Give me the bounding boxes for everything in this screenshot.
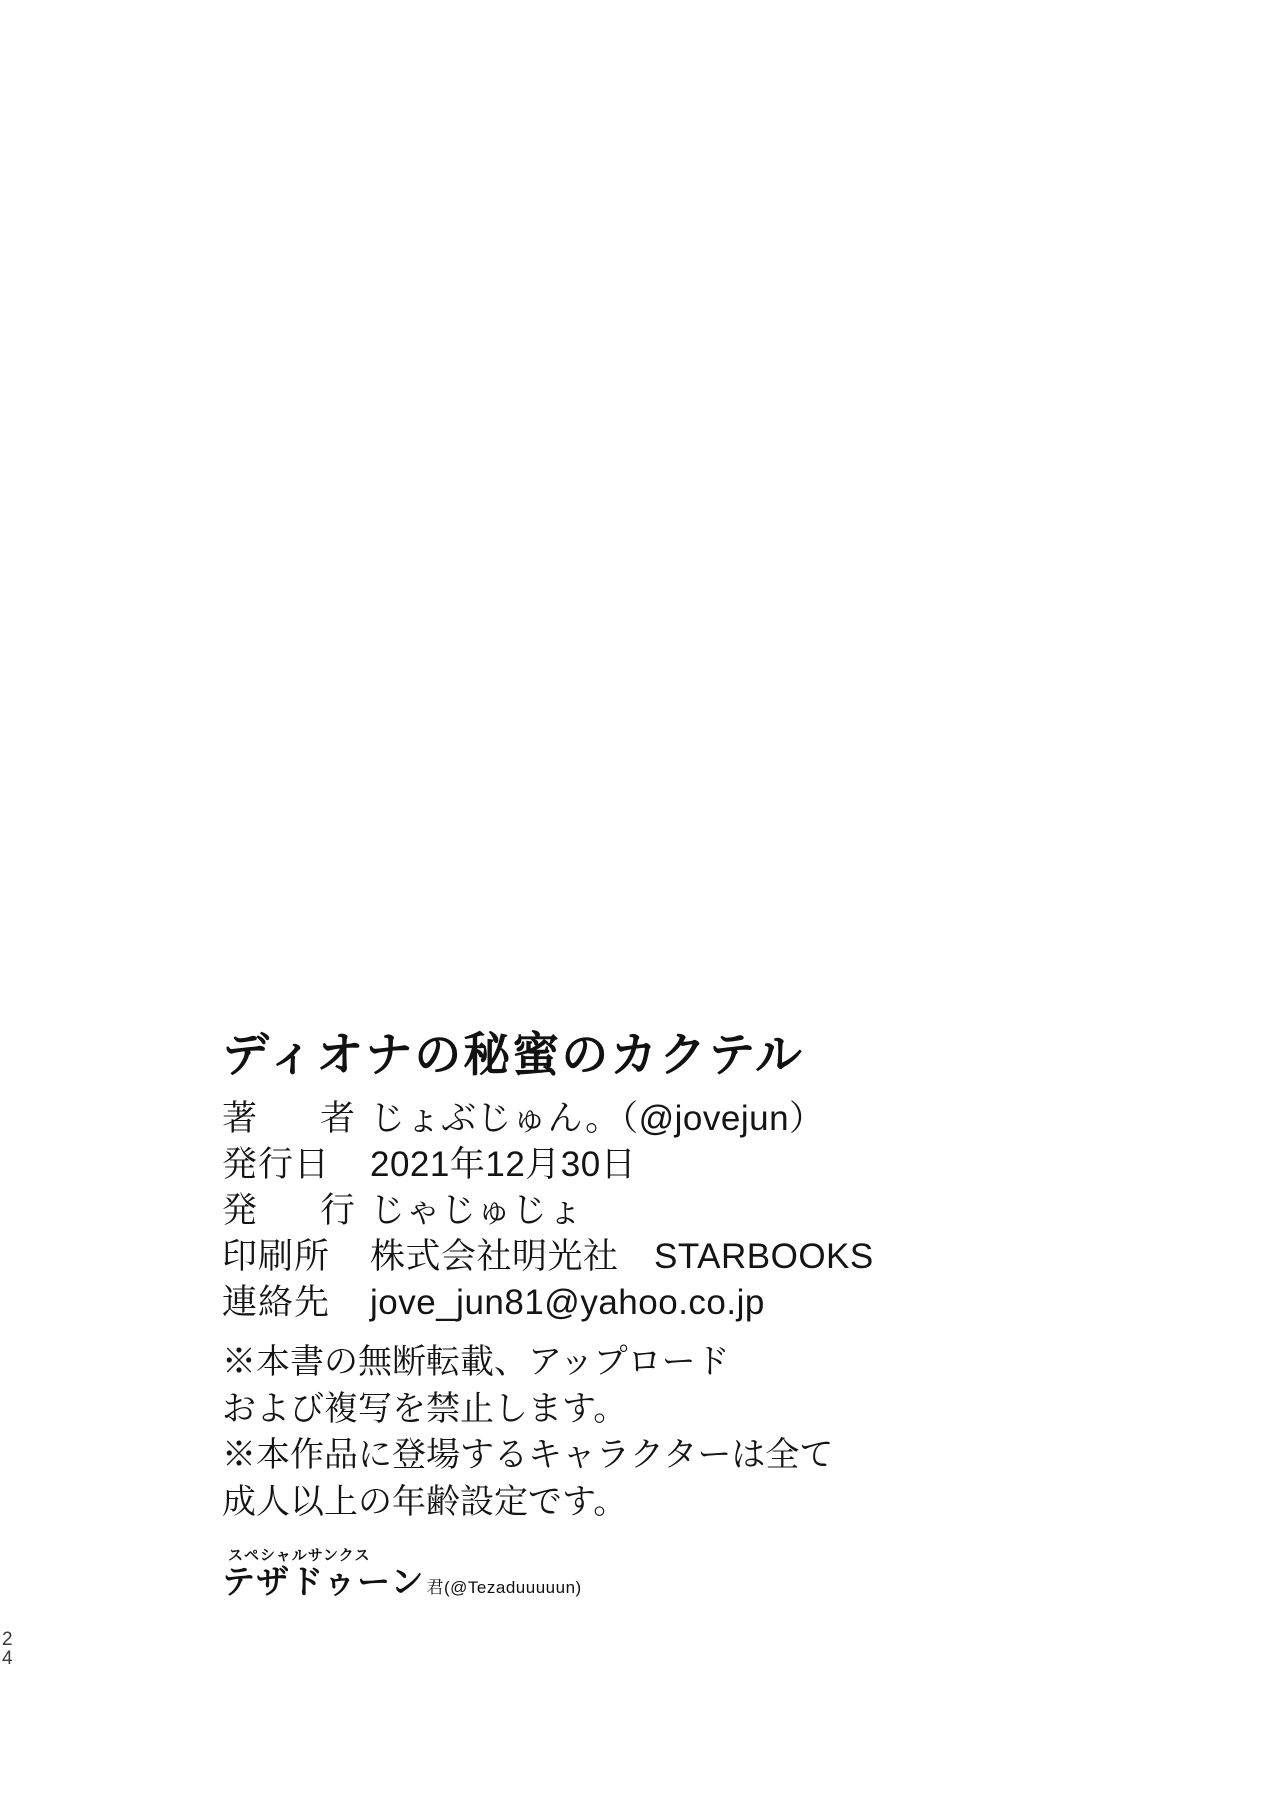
page-number bbox=[2, 1630, 13, 1668]
special-thanks-handle: 君(@Tezaduuuuun) bbox=[426, 1578, 582, 1598]
page-number-digit: 2 bbox=[2, 1629, 13, 1650]
credit-row bbox=[222, 1280, 1082, 1326]
credit-label-publisher: 発 行 bbox=[222, 1191, 370, 1231]
credit-value-printer: 株式会社明光社 STARBOOKS bbox=[370, 1237, 874, 1277]
credit-value-author: じょぶじゅん。（@jovejun） bbox=[370, 1098, 825, 1138]
special-thanks-ruby: スペシャルサンクス bbox=[228, 1546, 371, 1565]
work-title: ディオナの秘蜜のカクテル bbox=[222, 1028, 804, 1083]
credit-row bbox=[222, 1096, 1082, 1142]
credit-value-contact: jove_jun81@yahoo.co.jp bbox=[370, 1283, 765, 1323]
credit-value-publisher: じゃじゅじょ bbox=[370, 1191, 584, 1231]
credit-row bbox=[222, 1188, 1082, 1234]
credit-value-date: 2021年12月30日 bbox=[370, 1144, 637, 1184]
note-line: 成人以上の年齢設定です。 bbox=[222, 1483, 628, 1522]
legal-notes bbox=[222, 1339, 1082, 1527]
special-thanks-main bbox=[222, 1562, 1082, 1602]
credit-row bbox=[222, 1142, 1082, 1188]
credit-label-printer: 印刷所 bbox=[222, 1237, 331, 1277]
credit-label-date: 発行日 bbox=[222, 1144, 331, 1184]
special-thanks-name: テザドゥーン bbox=[222, 1562, 425, 1602]
note-line: ※本作品に登場するキャラクターは全て bbox=[222, 1436, 834, 1475]
special-thanks bbox=[222, 1544, 1082, 1602]
credit-row bbox=[222, 1234, 1082, 1280]
credit-label-contact: 連絡先 bbox=[222, 1283, 331, 1323]
credit-list bbox=[222, 1096, 1082, 1327]
colophon-block bbox=[222, 1028, 1082, 1602]
credit-label-author: 著 者 bbox=[222, 1098, 370, 1138]
note-line: および複写を禁止します。 bbox=[222, 1389, 628, 1428]
note-line: ※本書の無断転載、アップロード bbox=[222, 1342, 730, 1381]
page-number-digit: 4 bbox=[2, 1648, 13, 1669]
